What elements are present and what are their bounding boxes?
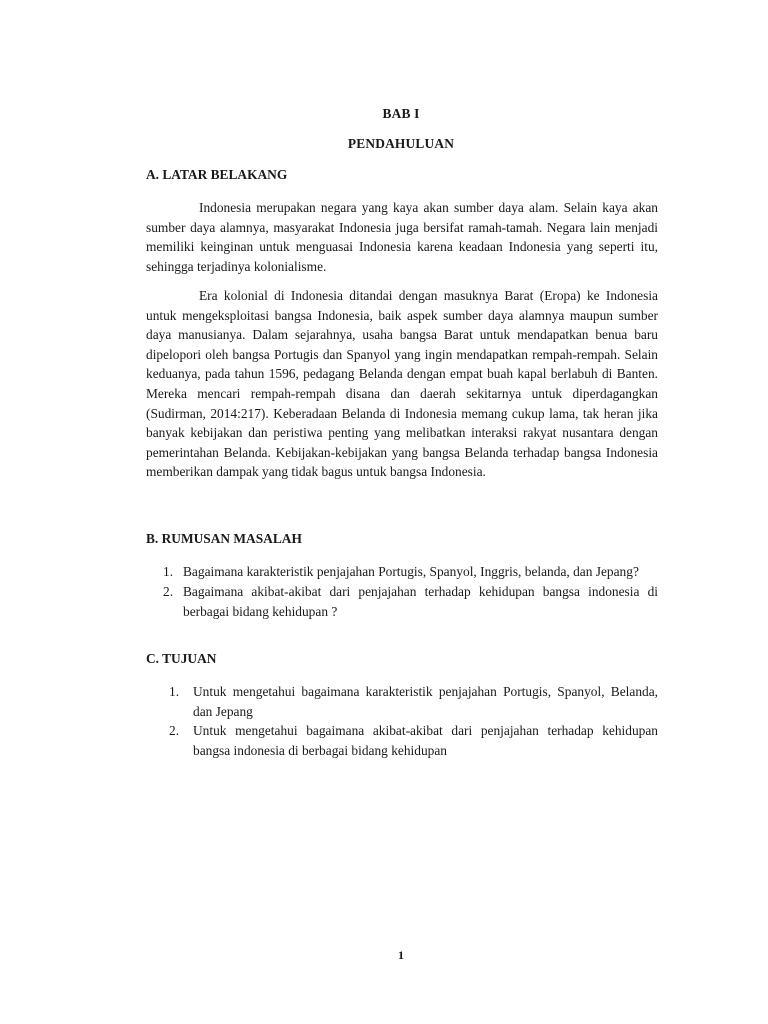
list-number: 1. (163, 564, 174, 579)
list-item-text: Bagaimana akibat-akibat dari penjajahan terhadap kehidupan bangsa indonesia di berbagai bidang kehidupan ? (183, 584, 658, 619)
list-number: 1. (169, 684, 180, 699)
paragraph: Era kolonial di Indonesia ditandai dengan masuknya Barat (Eropa) ke Indonesia untuk mengeksploitasi bangsa Indonesia, baik aspek sumber daya alamnya maupun sumber daya manusianya. Dalam sejarahnya, usaha bangsa Barat untuk mendapatkan benua baru dipelopori oleh bangsa Portugis dan Spanyol yang ingin mendapatkan rempah-rempah. Selain keduanya, pada tahun 1596, pedagang Belanda dengan empat buah kapal berlabuh di Banten. Mereka mencari rempah-rempah disana dan daerah sekitarnya untuk diperdagangkan (Sudirman, 2014:217). Keberadaan Belanda di Indonesia memang cukup lama, tak heran jika banyak kebijakan dan peristiwa penting yang melibatkan interaksi rakyat nusantara dengan pemerintahan Belanda. Kebijakan-kebijakan yang bangsa Belanda terhadap bangsa Indonesia memberikan dampak yang tidak bagus untuk bangsa Indonesia. (146, 288, 658, 480)
list-item-text: Untuk mengetahui bagaimana karakteristik penjajahan Portugis, Spanyol, Belanda, dan Jepang (193, 684, 658, 719)
chapter-title: PENDAHULUAN (347, 136, 455, 151)
section-heading-rumusan-masalah: B. RUMUSAN MASALAH (146, 531, 302, 546)
list-item-text: Untuk mengetahui bagaimana akibat-akibat dari penjajahan terhadap kehidupan bangsa indonesia di berbagai bidang kehidupan (193, 723, 658, 758)
tujuan-list (169, 682, 658, 760)
list-item (163, 562, 658, 582)
list-item (169, 721, 658, 760)
list-item (163, 582, 658, 621)
section-heading-latar-belakang: A. LATAR BELAKANG (146, 167, 288, 182)
list-item (169, 682, 658, 721)
chapter-number: BAB I (382, 106, 420, 121)
list-number: 2. (169, 723, 180, 739)
list-number: 2. (163, 584, 174, 600)
page-number: 1 (398, 948, 404, 962)
section-heading-tujuan: C. TUJUAN (146, 651, 217, 666)
rumusan-masalah-list (163, 562, 658, 622)
list-item-text: Bagaimana karakteristik penjajahan Portugis, Spanyol, Inggris, belanda, dan Jepang? (183, 564, 639, 579)
paragraph: Indonesia merupakan negara yang kaya akan sumber daya alam. Selain kaya akan sumber daya alamnya, masyarakat Indonesia juga bersifat ramah-tamah. Negara lain menjadi memiliki keinginan untuk menguasai Indonesia karena keadaan Indonesia yang seperti itu, sehingga terjadinya kolonialisme. (146, 200, 658, 274)
